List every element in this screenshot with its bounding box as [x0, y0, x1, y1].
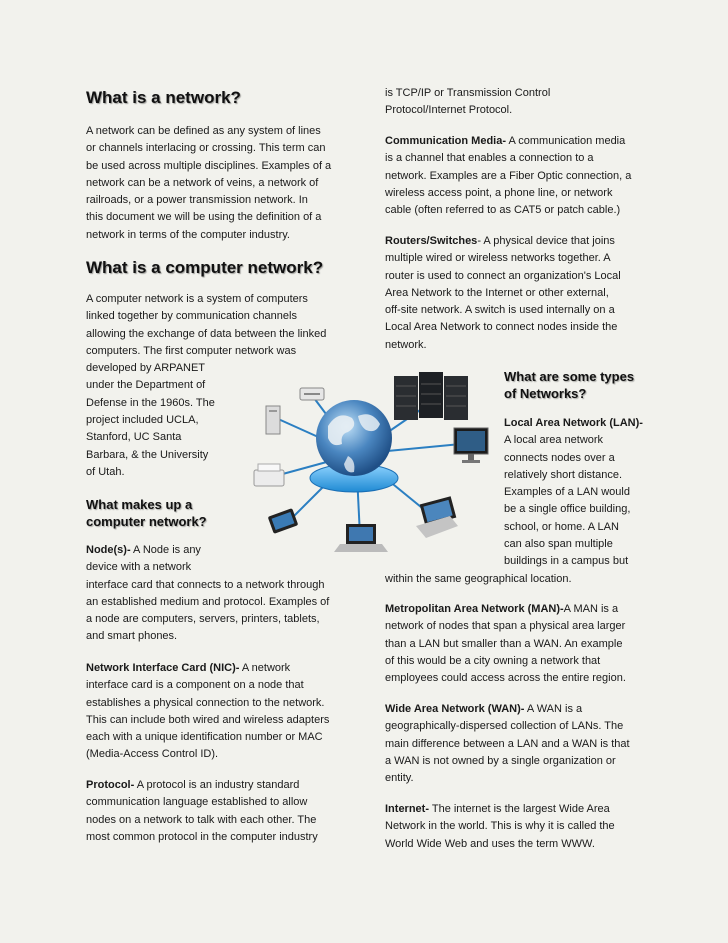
heading-line: What are some types [504, 369, 635, 384]
heading-line: computer network? [86, 514, 207, 529]
text-line: Network in the world. This is why it is called the [385, 820, 615, 833]
term-internet: Internet- [385, 803, 429, 815]
text-line: This can include both wired and wireless adapters [86, 713, 330, 726]
text-line: A network can be defined as any system of lines [86, 125, 321, 137]
para-lan [504, 415, 643, 571]
para-man [385, 601, 626, 687]
text-line: multiple wired or wireless networks together. A [385, 252, 611, 265]
network-illustration [236, 366, 504, 566]
text-line: A computer network is a system of computers [86, 293, 308, 305]
text-line: A local area network [504, 434, 604, 447]
text-line: network. Examples are a Fiber Optic connection, a [385, 169, 632, 182]
text-line: is TCP/IP or Transmission Control [385, 87, 551, 99]
term-comm-media: Communication Media- [385, 135, 507, 147]
text-line: of Utah. [86, 465, 125, 478]
text-line: communication language established to allow [86, 796, 308, 809]
text-line: device with a network [86, 561, 192, 574]
laptop-icon [334, 524, 388, 552]
term-routers: Routers/Switches [385, 235, 478, 247]
heading-types-of-networks [504, 368, 634, 402]
para-protocol-cont [385, 85, 550, 120]
text-line: main difference between a LAN and a WAN is that [385, 737, 630, 750]
text-line: network in terms of the computer industry. [86, 228, 290, 241]
text-span: A MAN is a [563, 603, 619, 615]
text-line: wireless access point, a phone line, or network [385, 186, 613, 199]
para-protocol [86, 777, 318, 846]
text-line: linked together by communication channels [86, 310, 297, 323]
text-line: nodes on a network to talk with each other. The [86, 813, 317, 826]
desktop-tower-icon [266, 406, 280, 434]
text-line: computers. The first computer network was [86, 344, 297, 357]
text-line: entity. [385, 772, 414, 785]
para-network-definition [86, 123, 331, 244]
text-line: Local Area Network to connect nodes inside the [385, 321, 618, 334]
text-line: off-site network. A switch is used internally on a [385, 304, 615, 317]
text-line: establishes a physical connection to the network. [86, 696, 325, 709]
tablet-icon [268, 508, 299, 534]
text-span: The internet is the largest Wide Area [429, 803, 610, 815]
text-line: allowing the exchange of data between the linked [86, 327, 327, 340]
text-line: this document we will be using the definition of a [86, 211, 322, 224]
text-line: Examples of a LAN would [504, 486, 630, 499]
text-line: and smart phones. [86, 630, 178, 643]
text-line: network. [385, 338, 427, 351]
para-internet [385, 801, 615, 853]
para-routers [385, 233, 621, 354]
server-rack-icon [394, 372, 468, 420]
text-line: can also span multiple [504, 538, 613, 551]
term-protocol: Protocol- [86, 779, 135, 791]
para-nic [86, 660, 329, 764]
term-man: Metropolitan Area Network (MAN)- [385, 603, 564, 615]
text-line: school, or home. A LAN [504, 520, 619, 533]
text-span: A protocol is an industry standard [134, 779, 300, 791]
text-line: developed by ARPANET [86, 362, 206, 375]
text-span: A WAN is a [524, 703, 583, 715]
heading-makes-up-network [86, 496, 207, 530]
text-line: project included UCLA, [86, 414, 199, 427]
modem-icon [300, 388, 324, 400]
heading-line: What makes up a [86, 497, 193, 512]
text-line: Barbara, & the University [86, 448, 209, 461]
text-span: - A physical device that joins [477, 235, 615, 247]
term-node: Node(s)- [86, 544, 131, 556]
text-line: of this would be a city owning a network that [385, 654, 601, 667]
laptop-icon [416, 496, 458, 538]
text-line: is a channel that enables a connection to a [385, 152, 594, 165]
monitor-icon [454, 428, 488, 463]
globe-icon [316, 400, 392, 476]
text-line: (Media-Access Control ID). [86, 748, 219, 761]
para-wan [385, 701, 630, 787]
text-line: connects nodes over a [504, 451, 615, 464]
para-comm-media [385, 133, 631, 219]
heading-line: of Networks? [504, 386, 587, 401]
text-line: interface card that connects to a network through [86, 578, 325, 591]
text-span: A Node is any [130, 544, 201, 556]
heading-what-is-network: What is a network? [86, 88, 241, 107]
text-line: World Wide Web and uses the term WWW. [385, 837, 595, 850]
text-line: an established medium and protocol. Examples of [86, 595, 330, 608]
text-line: geographically-dispersed collection of LANs. The [385, 720, 624, 733]
text-line: Protocol/Internet Protocol. [385, 104, 513, 117]
printer-icon [254, 464, 284, 486]
text-line: router is used to connect an organization's Local [385, 269, 621, 282]
text-line: interface card is a component on a node that [86, 679, 304, 692]
term-wan: Wide Area Network (WAN)- [385, 703, 525, 715]
text-line: employees could access across the entire region. [385, 672, 626, 685]
text-span: A communication media [506, 135, 626, 147]
text-line: network can be a network of veins, a network of [86, 176, 319, 189]
term-nic: Network Interface Card (NIC)- [86, 662, 240, 674]
text-span: A network [239, 662, 291, 674]
text-line: network of nodes that span a physical area larger [385, 620, 626, 633]
text-line: each with a unique identification number or MAC [86, 731, 323, 744]
text-line: Stanford, UC Santa [86, 431, 182, 444]
text-line: railroads, or a power transmission network. In [86, 194, 308, 207]
text-line: cable (often referred to as CAT5 or patch cable.) [385, 204, 621, 217]
heading-computer-network: What is a computer network? [86, 258, 324, 277]
text-line: be a single office building, [504, 503, 631, 516]
text-line: most common protocol in the computer industry [86, 830, 318, 843]
text-line: than a LAN but smaller than a WAN. An example [385, 637, 623, 650]
text-line: Defense in the 1960s. The [86, 396, 215, 409]
text-line: buildings in a campus but [504, 555, 629, 568]
text-line: Area Network to the Internet or other external, [385, 286, 609, 299]
text-line: under the Department of [86, 379, 206, 392]
text-line: a node are computers, servers, printers, tablets, [86, 613, 320, 626]
text-line: be used across multiple disciplines. Examples of a [86, 159, 332, 172]
para-lan-last: within the same geographical location. [385, 573, 572, 585]
term-lan: Local Area Network (LAN)- [504, 417, 643, 429]
text-line: a WAN is not owned by a single organization or [385, 754, 616, 767]
text-line: or channels interlacing or crossing. This term can [86, 142, 326, 155]
text-line: relatively short distance. [504, 468, 622, 481]
